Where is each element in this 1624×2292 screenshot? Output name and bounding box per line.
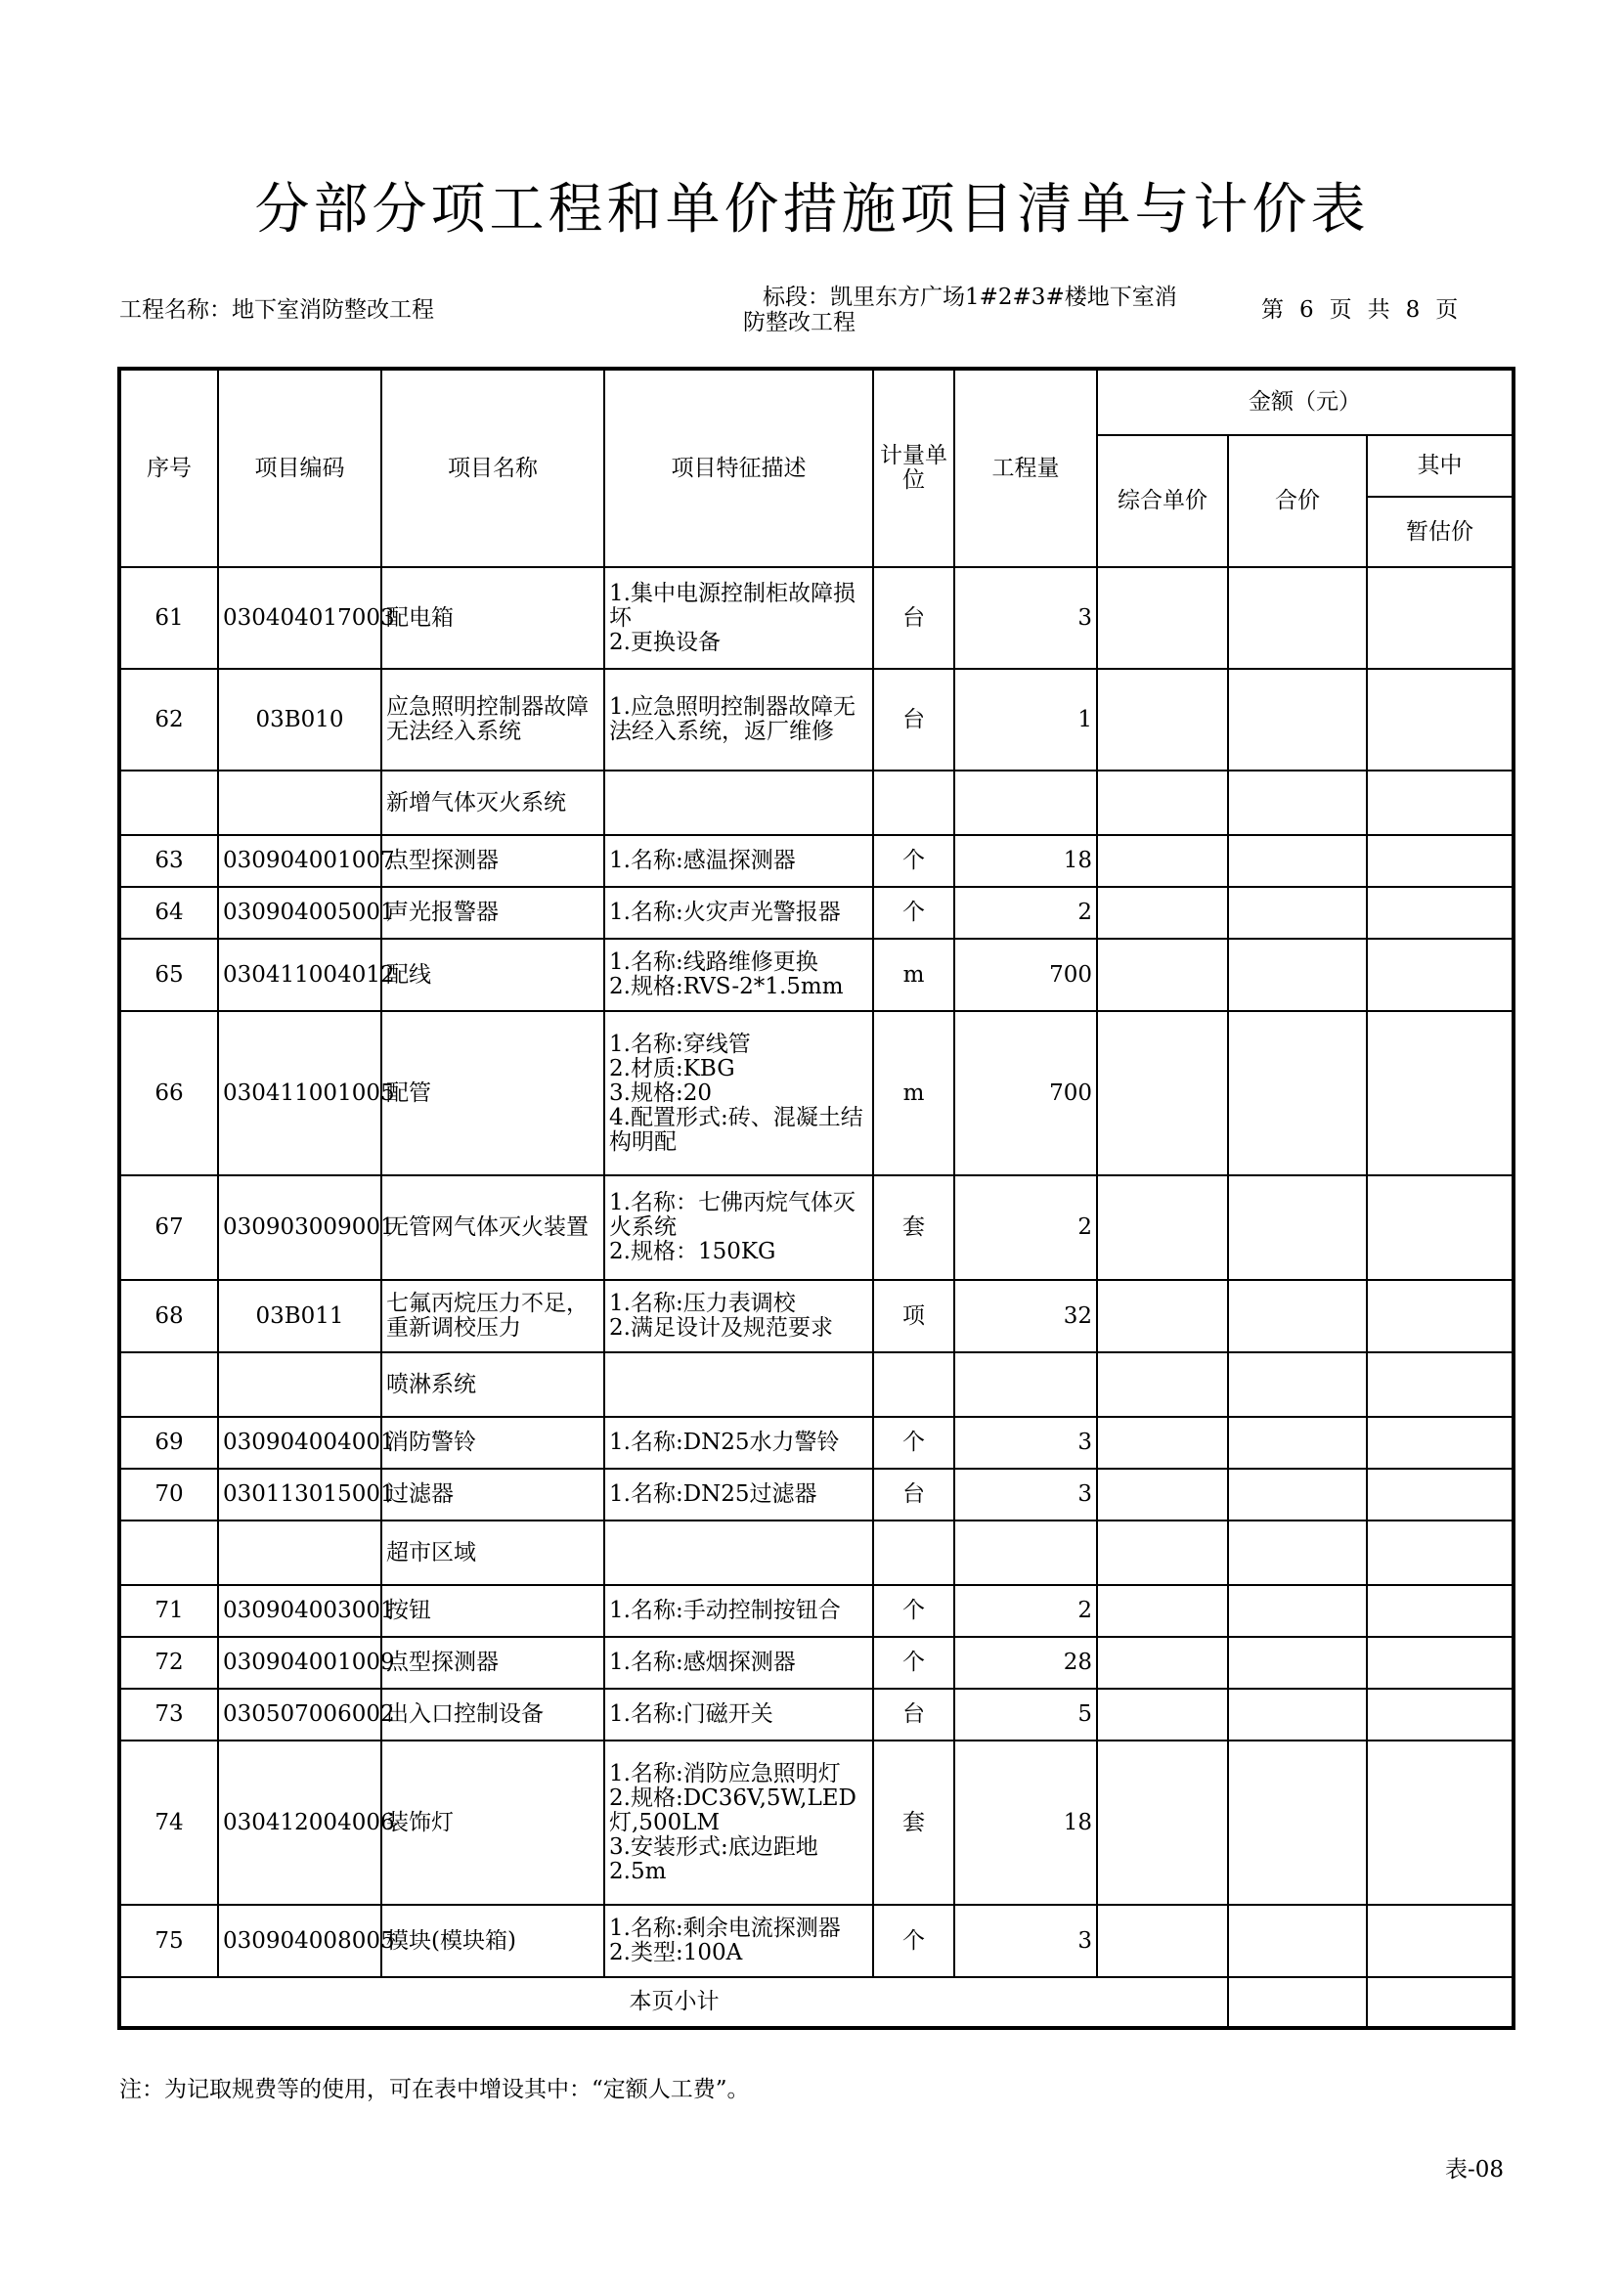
cell-unit-price — [1097, 1689, 1228, 1741]
cell-qty — [954, 771, 1097, 835]
cell-desc: 1.名称:穿线管 2.材质:KBG 3.规格:20 4.配置形式:砖、混凝土结构明配 — [604, 1011, 873, 1175]
project-name: 工程名称：地下室消防整改工程 — [119, 297, 434, 323]
cell-name: 配电箱 — [381, 567, 604, 669]
cell-provisional — [1367, 1689, 1514, 1741]
cell-code: 030507006002 — [218, 1689, 381, 1741]
cell-provisional — [1367, 1280, 1514, 1352]
header-name: 项目名称 — [381, 369, 604, 567]
cell-desc: 1.名称:剩余电流探测器 2.类型:100A — [604, 1905, 873, 1977]
cell-name: 按钮 — [381, 1585, 604, 1637]
cell-provisional — [1367, 1352, 1514, 1417]
cell-qty: 18 — [954, 835, 1097, 887]
cell-total — [1228, 1905, 1367, 1977]
cell-code: 030412004006 — [218, 1741, 381, 1905]
header-of-which: 其中 — [1367, 435, 1514, 497]
header-seq: 序号 — [119, 369, 218, 567]
cell-qty: 2 — [954, 887, 1097, 939]
cell-unit-price — [1097, 1637, 1228, 1689]
cell-qty: 2 — [954, 1585, 1097, 1637]
cell-seq — [119, 1521, 218, 1585]
header-provisional: 暂估价 — [1367, 497, 1514, 567]
cell-code: 030411001005 — [218, 1011, 381, 1175]
cell-provisional — [1367, 1637, 1514, 1689]
cell-unit: m — [873, 1011, 954, 1175]
cell-desc: 1.名称:门磁开关 — [604, 1689, 873, 1741]
cell-unit: 台 — [873, 669, 954, 771]
table-row — [119, 1469, 1514, 1521]
cell-code: 030904004001 — [218, 1417, 381, 1469]
cell-total — [1228, 1011, 1367, 1175]
cell-total — [1228, 1741, 1367, 1905]
cell-provisional — [1367, 939, 1514, 1011]
cell-unit-price — [1097, 1521, 1228, 1585]
cell-code: 030404017003 — [218, 567, 381, 669]
cell-name: 配线 — [381, 939, 604, 1011]
cell-total — [1228, 1280, 1367, 1352]
table-row — [119, 939, 1514, 1011]
cell-qty: 2 — [954, 1175, 1097, 1280]
cell-unit-price — [1097, 1585, 1228, 1637]
page-prefix: 第 — [1261, 297, 1284, 323]
cell-total — [1228, 1469, 1367, 1521]
page-total: 8 — [1405, 297, 1421, 323]
cell-provisional — [1367, 1417, 1514, 1469]
cell-unit: 套 — [873, 1741, 954, 1905]
section-line-2: 防整改工程 — [743, 310, 856, 335]
cell-provisional — [1367, 771, 1514, 835]
cell-unit-price — [1097, 1280, 1228, 1352]
cell-provisional — [1367, 669, 1514, 771]
table-row — [119, 887, 1514, 939]
cell-unit-price — [1097, 1011, 1228, 1175]
cell-name: 点型探测器 — [381, 835, 604, 887]
cell-seq: 74 — [119, 1741, 218, 1905]
cell-name: 超市区域 — [381, 1521, 604, 1585]
cell-code: 030113015001 — [218, 1469, 381, 1521]
cell-unit-price — [1097, 771, 1228, 835]
cell-unit-price — [1097, 1175, 1228, 1280]
cell-seq: 61 — [119, 567, 218, 669]
cell-unit — [873, 771, 954, 835]
cell-code — [218, 1352, 381, 1417]
cell-desc: 1.名称:DN25过滤器 — [604, 1469, 873, 1521]
cell-unit: 个 — [873, 1637, 954, 1689]
cell-qty: 3 — [954, 1905, 1097, 1977]
cell-desc: 1.集中电源控制柜故障损坏 2.更换设备 — [604, 567, 873, 669]
cell-unit: 个 — [873, 835, 954, 887]
header-amount: 金额（元） — [1097, 369, 1514, 435]
section-line-1: 标段：凯里东方广场1#2#3#楼地下室消 — [763, 285, 1177, 310]
subtotal-provisional — [1367, 1977, 1514, 2028]
page-mid1: 页 — [1329, 297, 1352, 323]
header-qty: 工程量 — [954, 369, 1097, 567]
cell-provisional — [1367, 1175, 1514, 1280]
cell-desc — [604, 1352, 873, 1417]
cell-provisional — [1367, 887, 1514, 939]
cell-name: 消防警铃 — [381, 1417, 604, 1469]
cell-unit: 个 — [873, 1905, 954, 1977]
subtotal-total — [1228, 1977, 1367, 2028]
cell-desc — [604, 1521, 873, 1585]
cell-seq: 65 — [119, 939, 218, 1011]
page-mid2: 共 — [1367, 297, 1390, 323]
cell-code — [218, 771, 381, 835]
cell-provisional — [1367, 1521, 1514, 1585]
cell-name: 声光报警器 — [381, 887, 604, 939]
cell-total — [1228, 1521, 1367, 1585]
cell-unit-price — [1097, 1905, 1228, 1977]
cell-name: 配管 — [381, 1011, 604, 1175]
cell-name: 出入口控制设备 — [381, 1689, 604, 1741]
table-row — [119, 1280, 1514, 1352]
cell-qty: 5 — [954, 1689, 1097, 1741]
cell-seq: 63 — [119, 835, 218, 887]
cell-qty: 700 — [954, 1011, 1097, 1175]
cell-unit: m — [873, 939, 954, 1011]
table-row — [119, 1741, 1514, 1905]
table-row — [119, 835, 1514, 887]
table-row — [119, 1585, 1514, 1637]
cell-unit-price — [1097, 567, 1228, 669]
cell-code: 030904008005 — [218, 1905, 381, 1977]
cell-name: 点型探测器 — [381, 1637, 604, 1689]
cell-total — [1228, 1637, 1367, 1689]
cell-provisional — [1367, 1469, 1514, 1521]
cell-seq: 75 — [119, 1905, 218, 1977]
cell-seq: 62 — [119, 669, 218, 771]
cell-qty: 18 — [954, 1741, 1097, 1905]
table-row — [119, 567, 1514, 669]
table-row — [119, 1905, 1514, 1977]
cell-unit-price — [1097, 1417, 1228, 1469]
cell-provisional — [1367, 1011, 1514, 1175]
cell-qty: 3 — [954, 1417, 1097, 1469]
cell-qty — [954, 1352, 1097, 1417]
footnote: 注：为记取规费等的使用，可在表中增设其中：“定额人工费”。 — [119, 2077, 750, 2102]
cell-total — [1228, 1417, 1367, 1469]
cell-seq — [119, 771, 218, 835]
cell-seq: 64 — [119, 887, 218, 939]
cell-unit: 套 — [873, 1175, 954, 1280]
cell-code: 030411004012 — [218, 939, 381, 1011]
cell-provisional — [1367, 1585, 1514, 1637]
cell-provisional — [1367, 567, 1514, 669]
cell-name: 七氟丙烷压力不足，重新调校压力 — [381, 1280, 604, 1352]
cell-desc: 1.名称:消防应急照明灯 2.规格:DC36V,5W,LED灯,500LM 3.安装形式:底边距地2.5m — [604, 1741, 873, 1905]
cell-desc: 1.应急照明控制器故障无法经入系统，返厂维修 — [604, 669, 873, 771]
cell-total — [1228, 1352, 1367, 1417]
cell-name: 模块(模块箱) — [381, 1905, 604, 1977]
cell-code: 03B010 — [218, 669, 381, 771]
cell-qty — [954, 1521, 1097, 1585]
cell-total — [1228, 669, 1367, 771]
cell-seq: 71 — [119, 1585, 218, 1637]
cell-desc: 1.名称:火灾声光警报器 — [604, 887, 873, 939]
cell-total — [1228, 567, 1367, 669]
cell-name: 应急照明控制器故障无法经入系统 — [381, 669, 604, 771]
cell-unit: 个 — [873, 1585, 954, 1637]
cell-code — [218, 1521, 381, 1585]
table-row — [119, 1637, 1514, 1689]
header-code: 项目编码 — [218, 369, 381, 567]
cell-total — [1228, 1585, 1367, 1637]
cell-unit-price — [1097, 1741, 1228, 1905]
page-info — [1261, 297, 1473, 323]
cell-unit: 台 — [873, 1689, 954, 1741]
cell-desc: 1.名称：七佛丙烷气体灭火系统 2.规格：150KG — [604, 1175, 873, 1280]
cell-desc — [604, 771, 873, 835]
cell-code: 030904001009 — [218, 1637, 381, 1689]
cell-unit: 个 — [873, 1417, 954, 1469]
cell-total — [1228, 1175, 1367, 1280]
table-row — [119, 1175, 1514, 1280]
cell-unit-price — [1097, 1469, 1228, 1521]
page-current: 6 — [1299, 297, 1314, 323]
cell-unit — [873, 1352, 954, 1417]
cell-total — [1228, 887, 1367, 939]
cell-code: 03B011 — [218, 1280, 381, 1352]
cell-name: 无管网气体灭火装置 — [381, 1175, 604, 1280]
cell-code: 030904001007 — [218, 835, 381, 887]
cell-unit: 台 — [873, 567, 954, 669]
header-unit: 计量单位 — [873, 369, 954, 567]
cell-desc: 1.名称:DN25水力警铃 — [604, 1417, 873, 1469]
cell-seq: 69 — [119, 1417, 218, 1469]
cell-provisional — [1367, 1741, 1514, 1905]
cell-name: 过滤器 — [381, 1469, 604, 1521]
page-title: 分部分项工程和单价措施项目清单与计价表 — [254, 178, 1370, 242]
cell-provisional — [1367, 1905, 1514, 1977]
cell-unit-price — [1097, 669, 1228, 771]
cell-unit-price — [1097, 887, 1228, 939]
cell-code: 030904005001 — [218, 887, 381, 939]
table-row — [119, 1352, 1514, 1417]
cell-qty: 700 — [954, 939, 1097, 1011]
cell-total — [1228, 939, 1367, 1011]
cell-unit: 台 — [873, 1469, 954, 1521]
cell-seq — [119, 1352, 218, 1417]
table-row — [119, 1689, 1514, 1741]
cell-total — [1228, 835, 1367, 887]
cell-unit-price — [1097, 939, 1228, 1011]
table-row — [119, 1011, 1514, 1175]
cell-total — [1228, 1689, 1367, 1741]
cell-name: 喷淋系统 — [381, 1352, 604, 1417]
cell-code: 030903009001 — [218, 1175, 381, 1280]
cell-qty: 28 — [954, 1637, 1097, 1689]
header-desc: 项目特征描述 — [604, 369, 873, 567]
header-unit-price: 综合单价 — [1097, 435, 1228, 567]
pricing-table — [117, 367, 1515, 2030]
cell-qty: 1 — [954, 669, 1097, 771]
subtotal-label: 本页小计 — [119, 1977, 1228, 2028]
cell-seq: 73 — [119, 1689, 218, 1741]
header-total: 合价 — [1228, 435, 1367, 567]
table-row — [119, 669, 1514, 771]
cell-name: 新增气体灭火系统 — [381, 771, 604, 835]
cell-qty: 3 — [954, 1469, 1097, 1521]
cell-desc: 1.名称:感烟探测器 — [604, 1637, 873, 1689]
form-number: 表-08 — [1445, 2157, 1505, 2182]
cell-seq: 67 — [119, 1175, 218, 1280]
table-body — [119, 567, 1514, 1977]
cell-unit-price — [1097, 1352, 1228, 1417]
cell-seq: 66 — [119, 1011, 218, 1175]
page-suffix: 页 — [1435, 297, 1459, 323]
cell-seq: 68 — [119, 1280, 218, 1352]
cell-desc: 1.名称:线路维修更换 2.规格:RVS-2*1.5mm — [604, 939, 873, 1011]
cell-unit — [873, 1521, 954, 1585]
cell-seq: 72 — [119, 1637, 218, 1689]
cell-unit: 个 — [873, 887, 954, 939]
cell-name: 装饰灯 — [381, 1741, 604, 1905]
cell-qty: 3 — [954, 567, 1097, 669]
section-name — [743, 285, 1212, 335]
cell-unit: 项 — [873, 1280, 954, 1352]
cell-code: 030904003001 — [218, 1585, 381, 1637]
cell-desc: 1.名称:感温探测器 — [604, 835, 873, 887]
cell-provisional — [1367, 835, 1514, 887]
cell-total — [1228, 771, 1367, 835]
cell-desc: 1.名称:压力表调校 2.满足设计及规范要求 — [604, 1280, 873, 1352]
table-row — [119, 1521, 1514, 1585]
table-row — [119, 771, 1514, 835]
cell-desc: 1.名称:手动控制按钮合 — [604, 1585, 873, 1637]
cell-qty: 32 — [954, 1280, 1097, 1352]
table-row — [119, 1417, 1514, 1469]
cell-seq: 70 — [119, 1469, 218, 1521]
cell-unit-price — [1097, 835, 1228, 887]
